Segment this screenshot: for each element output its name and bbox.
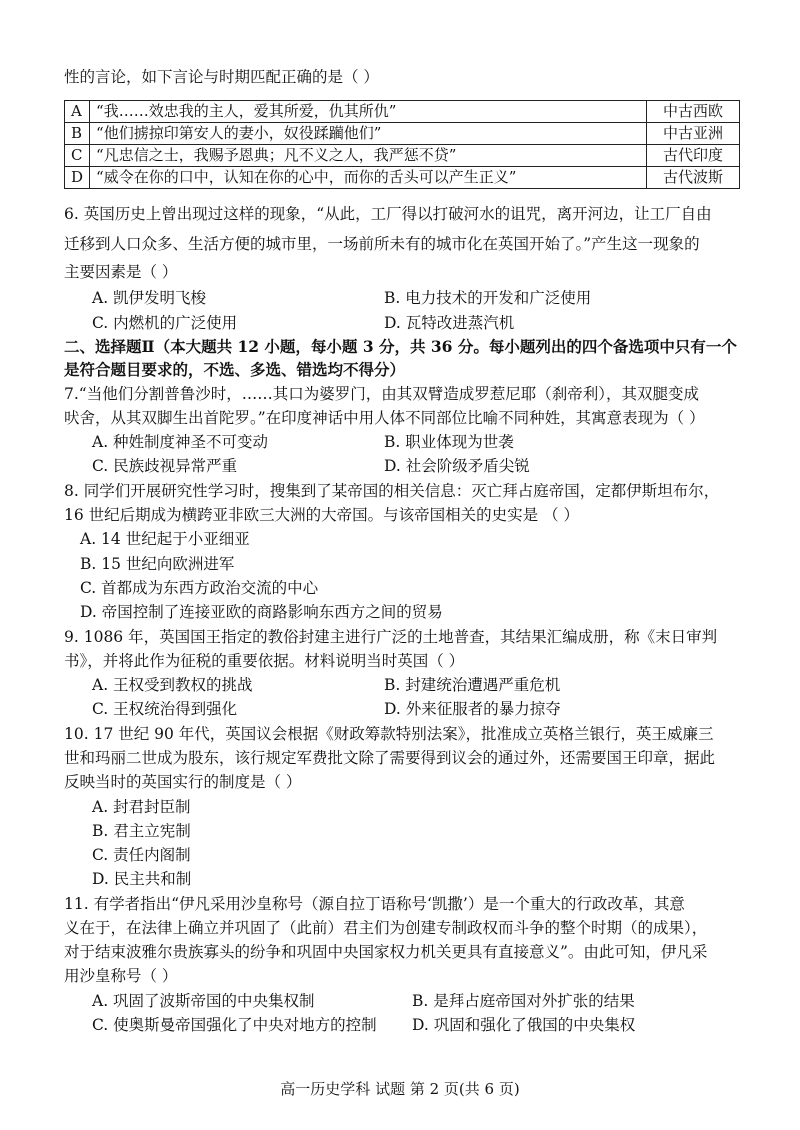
- table-key: D: [65, 167, 90, 189]
- section-2-heading: 是符合题目要求的，不选、多选、错选均不得分）: [64, 360, 406, 379]
- option-c: C. 使奥斯曼帝国强化了中央对地方的控制: [92, 1016, 377, 1034]
- option-b: B. 是拜占庭帝国对外扩张的结果: [412, 992, 635, 1010]
- question-10-line: 反映当时的英国实行的制度是（ ）: [64, 773, 302, 791]
- question-6-line: 6. 英国历史上曾出现过这样的现象，“从此，工厂得以打破河水的诅咒，离开河边，让工厂自由: [64, 205, 712, 223]
- option-a: A. 封君封臣制: [92, 798, 191, 816]
- option-d: D. 民主共和制: [92, 870, 192, 888]
- option-b: B. 君主立宪制: [92, 822, 191, 840]
- table-quote: “他们掳掠印第安人的妻小，奴役蹂躏他们”: [90, 123, 647, 145]
- option-d: D. 巩固和强化了俄国的中央集权: [412, 1016, 636, 1034]
- section-2-heading: 二、选择题Ⅱ（本大题共 12 小题，每小题 3 分，共 36 分。每小题列出的四个备选项中只有一个: [64, 337, 737, 356]
- option-c: C. 王权统治得到强化: [92, 700, 238, 718]
- table-period: 中古亚洲: [647, 123, 740, 145]
- option-d: D. 瓦特改进蒸汽机: [384, 314, 515, 332]
- question-8-line: 16 世纪后期成为横跨亚非欧三大洲的大帝国。与该帝国相关的史实是 （ ）: [64, 506, 580, 524]
- option-b: B. 封建统治遭遇严重危机: [384, 676, 561, 694]
- question-10-line: 10. 17 世纪 90 年代，英国议会根据《财政筹款特别法案》，批准成立英格兰银行，英王威廉三: [64, 725, 714, 743]
- option-c: C. 内燃机的广泛使用: [92, 314, 238, 332]
- table-period: 中古西欧: [647, 101, 740, 123]
- table-row: [65, 167, 740, 189]
- matching-table: [64, 100, 740, 189]
- option-a: A. 巩固了波斯帝国的中央集权制: [92, 992, 315, 1010]
- option-c: C. 首都成为东西方政治交流的中心: [80, 579, 319, 597]
- table-quote: “我……效忠我的主人，爱其所爱，仇其所仇”: [90, 101, 647, 123]
- table-quote: “威令在你的口中，认知在你的心中，而你的舌头可以产生正义”: [90, 167, 647, 189]
- table-quote: “凡忠信之士，我赐予恩典；凡不义之人，我严惩不贷”: [90, 145, 647, 167]
- table-key: C: [65, 145, 90, 167]
- question-10-line: 世和玛丽二世成为股东，该行规定军费批文除了需要得到议会的通过外，还需要国王印章，据此: [64, 749, 716, 767]
- option-d: D. 社会阶级矛盾尖锐: [384, 457, 530, 475]
- option-d: D. 外来征服者的暴力掠夺: [384, 700, 561, 718]
- option-b: B. 电力技术的开发和广泛使用: [384, 289, 592, 307]
- option-a: A. 凯伊发明飞梭: [92, 289, 207, 307]
- page-footer: 高一历史学科 试题 第 2 页(共 6 页): [280, 1080, 520, 1098]
- option-c: C. 民族歧视异常严重: [92, 457, 238, 475]
- table-period: 古代印度: [647, 145, 740, 167]
- table-key: B: [65, 123, 90, 145]
- question-9-line: 9. 1086 年，英国国王指定的教俗封建主进行广泛的土地普查，其结果汇编成册，称《末日审判: [64, 628, 718, 646]
- question-6-line: 主要因素是（ ）: [64, 263, 178, 281]
- question-11-line: 11. 有学者指出“伊凡采用沙皇称号（源自拉丁语称号‘凯撒’）是一个重大的行政改革，其意: [64, 895, 685, 913]
- question-11-line: 义在于，在法律上确立并巩固了（此前）君主们为创建专制政权而斗争的整个时期（的成果），: [64, 919, 708, 937]
- question-6-line: 迁移到人口众多、生活方便的城市里，一场前所未有的城市化在英国开始了。”产生这一现象的: [64, 235, 700, 253]
- table-row: [65, 145, 740, 167]
- option-d: D. 帝国控制了连接亚欧的商路影响东西方之间的贸易: [80, 603, 443, 621]
- question-8-line: 8. 同学们开展研究性学习时，搜集到了某帝国的相关信息：灭亡拜占庭帝国，定都伊斯坦布尔，: [64, 482, 720, 500]
- option-a: A. 14 世纪起于小亚细亚: [80, 530, 250, 548]
- option-b: B. 职业体现为世袭: [384, 433, 514, 451]
- table-key: A: [65, 101, 90, 123]
- question-5-tail: 性的言论，如下言论与时期匹配正确的是（ ）: [64, 68, 379, 86]
- table-period: 古代波斯: [647, 167, 740, 189]
- question-7-line: 吠舍，从其双脚生出首陀罗。”在印度神话中用人体不同部位比喻不同种姓，其寓意表现为（ ）: [64, 409, 705, 427]
- question-7-line: 7.“当他们分割普鲁沙时，……其口为婆罗门，由其双臂造成罗惹尼耶（刹帝利），其双腿变成: [64, 385, 699, 403]
- option-a: A. 种姓制度神圣不可变动: [92, 433, 269, 451]
- option-b: B. 15 世纪向欧洲进军: [80, 555, 235, 573]
- option-c: C. 责任内阁制: [92, 846, 191, 864]
- question-11-line: 对于结束波雅尔贵族寡头的纷争和巩固中央国家权力机关更具有直接意义”。由此可知，伊凡采: [64, 943, 708, 961]
- question-9-line: 书》，并将此作为征税的重要依据。材料说明当时英国（ ）: [64, 652, 465, 670]
- option-a: A. 王权受到教权的挑战: [92, 676, 253, 694]
- table-row: [65, 123, 740, 145]
- table-row: [65, 101, 740, 123]
- question-11-line: 用沙皇称号（ ）: [64, 967, 178, 985]
